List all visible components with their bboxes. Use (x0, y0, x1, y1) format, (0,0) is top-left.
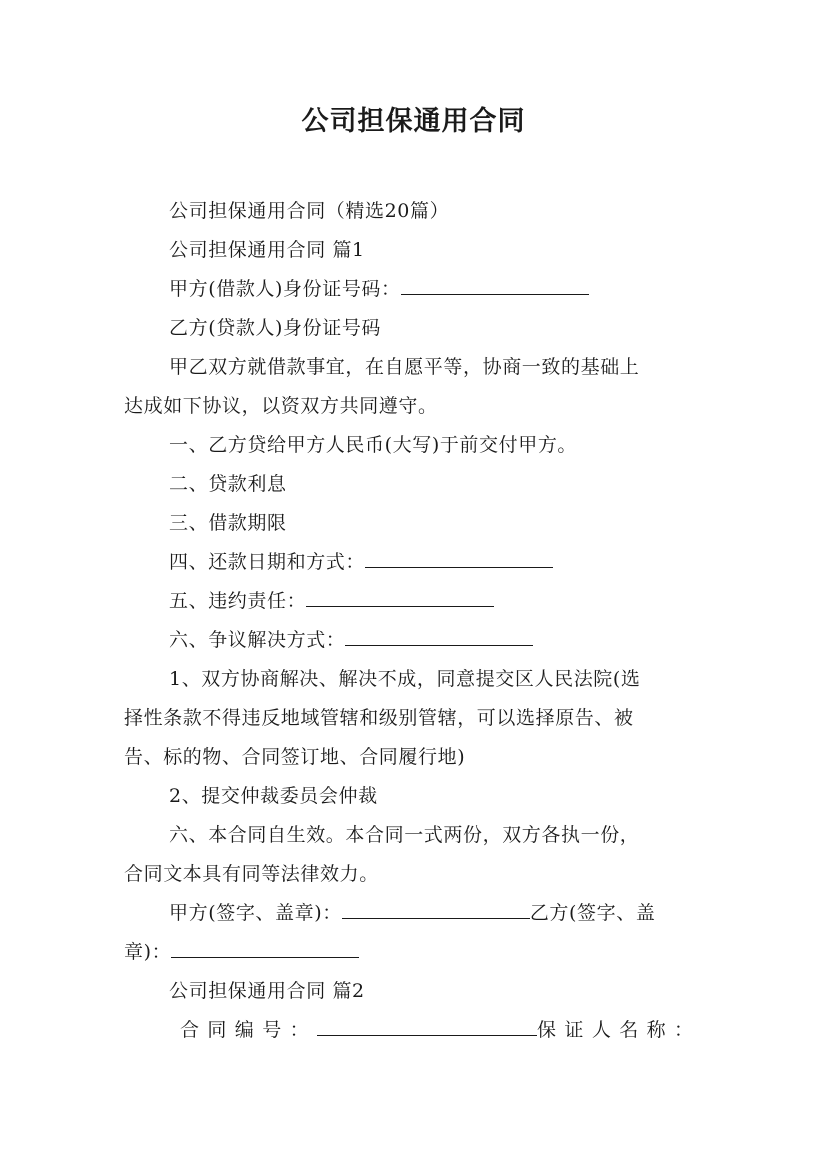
fill-in-blank (317, 1016, 537, 1036)
fill-in-blank (306, 587, 494, 607)
fill-in-blank (345, 626, 533, 646)
paragraph-line: 公司担保通用合同 篇1 (169, 239, 365, 261)
paragraph-line (169, 899, 655, 927)
paragraph-line: 达成如下协议，以资双方共同遵守。 (124, 395, 438, 417)
field-label: 甲方(借款人)身份证号码： (169, 278, 401, 300)
paragraph-line (180, 1016, 701, 1044)
paragraph-line: 择性条款不得违反地域管辖和级别管辖，可以选择原告、被 (124, 707, 634, 729)
paragraph-line: 甲乙双方就借款事宜，在自愿平等，协商一致的基础上 (169, 356, 640, 378)
paragraph-line: 六、本合同自生效。本合同一式两份，双方各执一份， (169, 824, 640, 846)
field-label: 章)： (124, 941, 172, 963)
paragraph-line: 告、标的物、合同签订地、合同履行地) (124, 746, 466, 768)
paragraph-line: 三、借款期限 (169, 512, 287, 534)
field-label: 合同编号： (180, 1019, 318, 1041)
field-label: 四、还款日期和方式： (169, 551, 366, 573)
paragraph-line (169, 587, 494, 615)
paragraph-line: 一、乙方贷给甲方人民币(大写)于前交付甲方。 (169, 434, 578, 456)
paragraph-line (169, 548, 553, 576)
paragraph-line: 公司担保通用合同（精选20篇） (169, 200, 450, 222)
paragraph-line (124, 938, 359, 966)
field-label: 五、违约责任： (169, 590, 307, 612)
paragraph-line (169, 275, 589, 303)
field-label: 六、争议解决方式： (169, 629, 346, 651)
field-label: 甲方(签字、盖章)： (169, 902, 342, 924)
fill-in-blank (365, 548, 553, 568)
fill-in-blank (342, 899, 530, 919)
paragraph-line: 乙方(贷款人)身份证号码 (169, 317, 382, 339)
fill-in-blank (401, 275, 589, 295)
document-title: 公司担保通用合同 (301, 106, 526, 137)
fill-in-blank (171, 938, 359, 958)
field-label: 保证人名称： (537, 1019, 702, 1041)
paragraph-line: 合同文本具有同等法律效力。 (124, 863, 379, 885)
paragraph-line: 二、贷款利息 (169, 473, 287, 495)
paragraph-line: 公司担保通用合同 篇2 (169, 980, 365, 1002)
field-label: 乙方(签字、盖 (529, 902, 656, 924)
paragraph-line (169, 626, 533, 654)
paragraph-line: 2、提交仲裁委员会仲裁 (169, 785, 378, 807)
paragraph-line: 1、双方协商解决、解决不成，同意提交区人民法院(选 (169, 668, 641, 690)
